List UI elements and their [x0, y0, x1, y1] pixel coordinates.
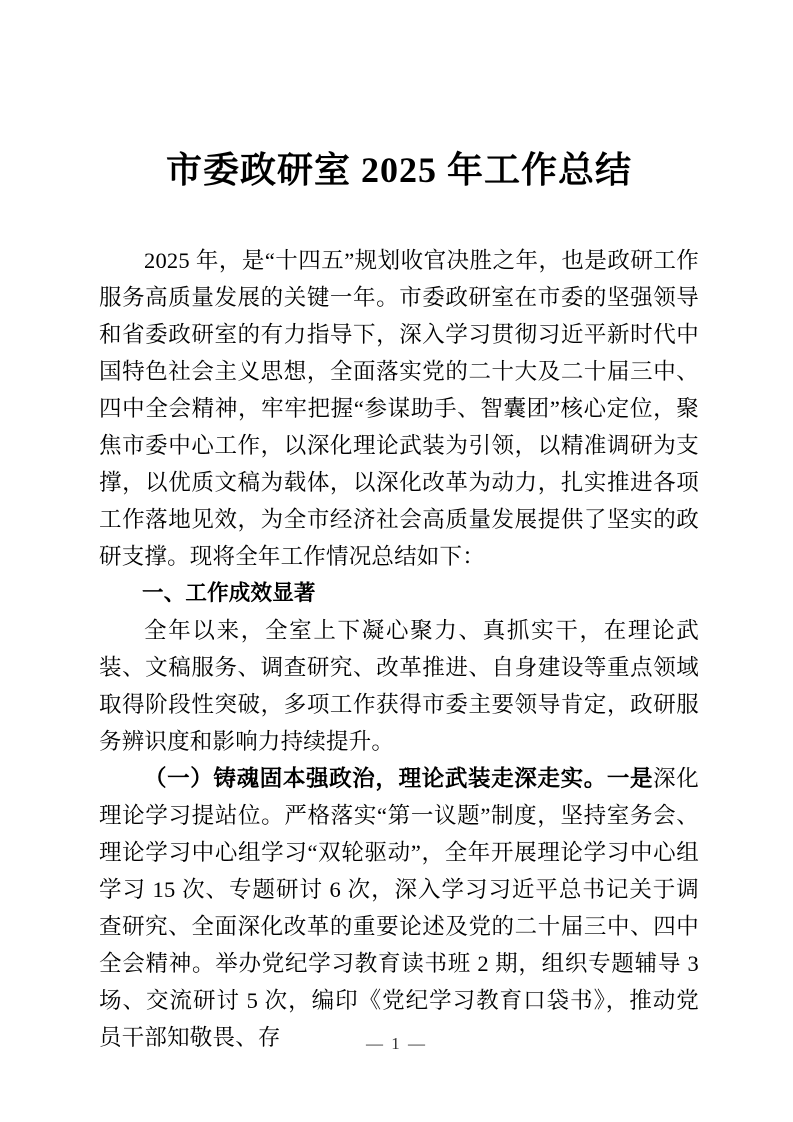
- document-title-text: 市委政研室 2025 年工作总结: [165, 150, 632, 190]
- document-title: [99, 148, 699, 192]
- section-heading-1: 一、工作成效显著: [142, 581, 316, 605]
- page-number: — 1 —: [366, 1034, 427, 1053]
- paragraph-sub1-body: 深化理论学习提站位。严格落实“第一议题”制度，坚持室务会、理论学习中心组学习“双轮驱动”，全年开展理论学习中心组学习 15 次、专题研讨 6 次，深入学习习近平总书记关于调查研究、全面深化改革的重要论述及党的二十届三中、四中全会精神。举办党纪学习教育读书班 2 期，组织专题辅导 3 场、交流研讨 5 次，编印《党纪学习教育口袋书》，推动党员干部知敬畏、存: [99, 766, 699, 1050]
- paragraph-sub1: [99, 760, 699, 1056]
- paragraph-sub1-lead: （一）铸魂固本强政治，理论武装走深走实。一是: [144, 766, 654, 791]
- paragraph-section1-body: 全年以来，全室上下凝心聚力、真抓实干，在理论武装、文稿服务、调查研究、改革推进、自身建设等重点领域取得阶段性突破，多项工作获得市委主要领导肯定，政研服务辨识度和影响力持续提升。: [99, 618, 699, 754]
- document-body: [99, 148, 699, 1056]
- paragraph-intro: 2025 年，是“十四五”规划收官决胜之年，也是政研工作服务高质量发展的关键一年。市委政研室在市委的坚强领导和省委政研室的有力指导下，深入学习贯彻习近平新时代中国特色社会主义思想，全面落实党的二十大及二十届三中、四中全会精神，牢牢把握“参谋助手、智囊团”核心定位，聚焦市委中心工作，以深化理论武装为引领，以精准调研为支撑，以优质文稿为载体，以深化改革为动力，扎实推进各项工作落地见效，为全市经济社会高质量发展提供了坚实的政研支撑。现将全年工作情况总结如下：: [99, 248, 699, 569]
